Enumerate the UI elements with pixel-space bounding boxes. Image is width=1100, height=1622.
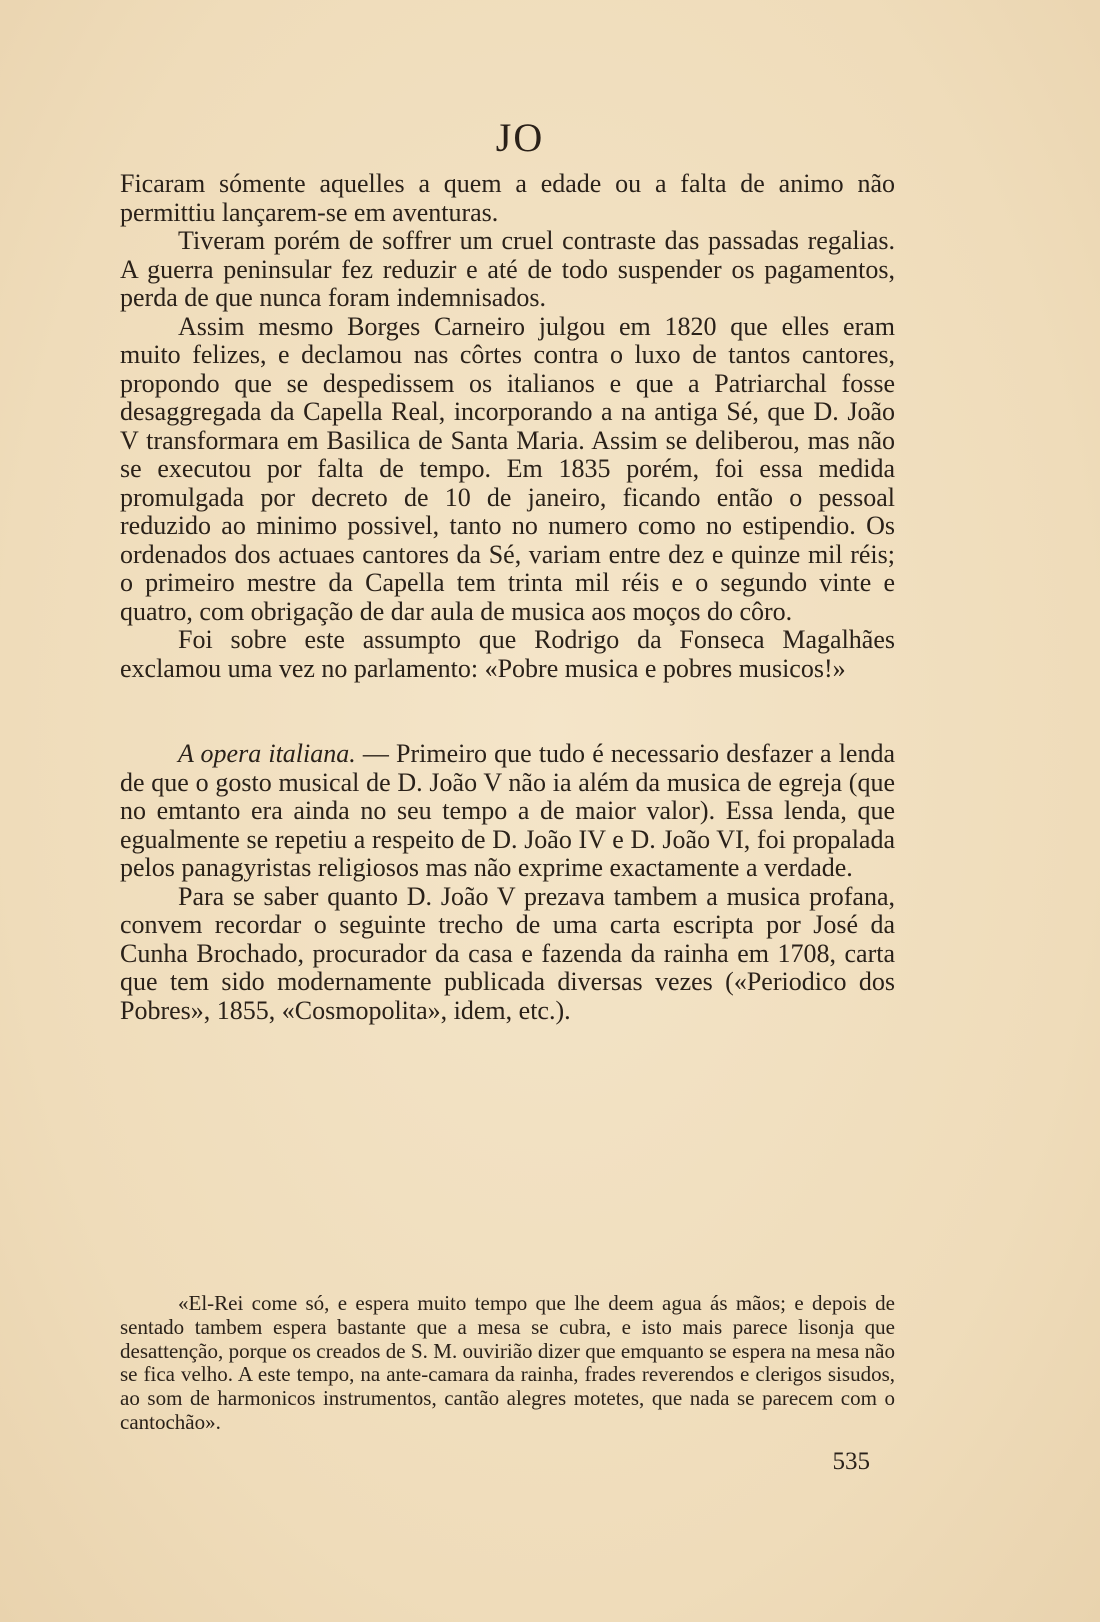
section-title: A opera italiana. xyxy=(178,739,356,768)
section-separator: — xyxy=(355,739,397,768)
section-spacer xyxy=(120,683,895,740)
page-header-mark: JO xyxy=(495,114,545,160)
main-text-block xyxy=(120,170,895,1025)
section-paragraph-2: Para se saber quanto D. João V prezava tambem a musica profana, convem recordar o seguinte trecho de uma carta escripta por José da Cunha Brochado, procurador da casa e fazenda da rainha em 1708, carta que tem sido modernamente publicada diversas vezes («Periodico dos Pobres», 1855, «Cosmopolita», idem, etc.). xyxy=(120,881,895,1025)
paragraph-4: Foi sobre este assumpto que Rodrigo da Fonseca Magalhães exclamou uma vez no parlamento: «Pobre musica e pobres musicos!» xyxy=(120,625,895,683)
quotation-block xyxy=(120,1292,895,1435)
section-lead-paragraph xyxy=(120,740,895,883)
paragraph-2: Tiveram porém de soffrer um cruel contraste das passadas regalias. A guerra peninsular fez reduzir e até de todo suspender os pagamentos, perda de que nunca foram indemnisados. xyxy=(120,226,895,312)
quotation-text: «El-Rei come só, e espera muito tempo que lhe deem agua ás mãos; e depois de sentado tambem espera bastante que a mesa se cubra, e isto mais parece lisonja que desattenção, porque os creados de S. M. ouvirião dizer que emquanto se espera na mesa não se fica velho. A este tempo, na ante-camara da rainha, frades reverendos e clerigos sisudos, ao som de harmonicos instrumentos, cantão alegres motetes, que nada se parecem com o cantochão». xyxy=(120,1291,895,1434)
paragraph-1: Ficaram sómente aquelles a quem a edade ou a falta de animo não permittiu lançarem-se em aventuras. xyxy=(120,169,895,227)
paragraph-3: Assim mesmo Borges Carneiro julgou em 1820 que elles eram muito felizes, e declamou nas côrtes contra o luxo de tantos cantores, propondo que se despedissem os italianos e que a Patriarchal fosse desaggregada da Capella Real, incorporando a na antiga Sé, que D. João V transformara em Basilica de Santa Maria. Assim se deliberou, mas não se executou por falta de tempo. Em 1835 porém, foi essa medida promulgada por decreto de 10 de janeiro, ficando então o pessoal reduzido ao minimo possivel, tanto no numero como no estipendio. Os ordenados dos actuaes cantores da Sé, variam entre dez e quinze mil réis; o primeiro mestre da Capella tem trinta mil réis e o segundo vinte e quatro, com obrigação de dar aula de musica aos moços do côro. xyxy=(120,311,895,626)
page-number: 535 xyxy=(832,1448,870,1475)
section-lead-text: Primeiro que tudo é necessario desfazer a lenda de que o gosto musical de D. João V não ia além da musica de egreja (que no emtanto era ainda no seu tempo a de maior valor). Essa lenda, que egualmente se repetiu a respeito de D. João IV e D. João VI, foi propalada pelos panagyristas religiosos mas não exprime exactamente a verdade. xyxy=(120,739,896,882)
